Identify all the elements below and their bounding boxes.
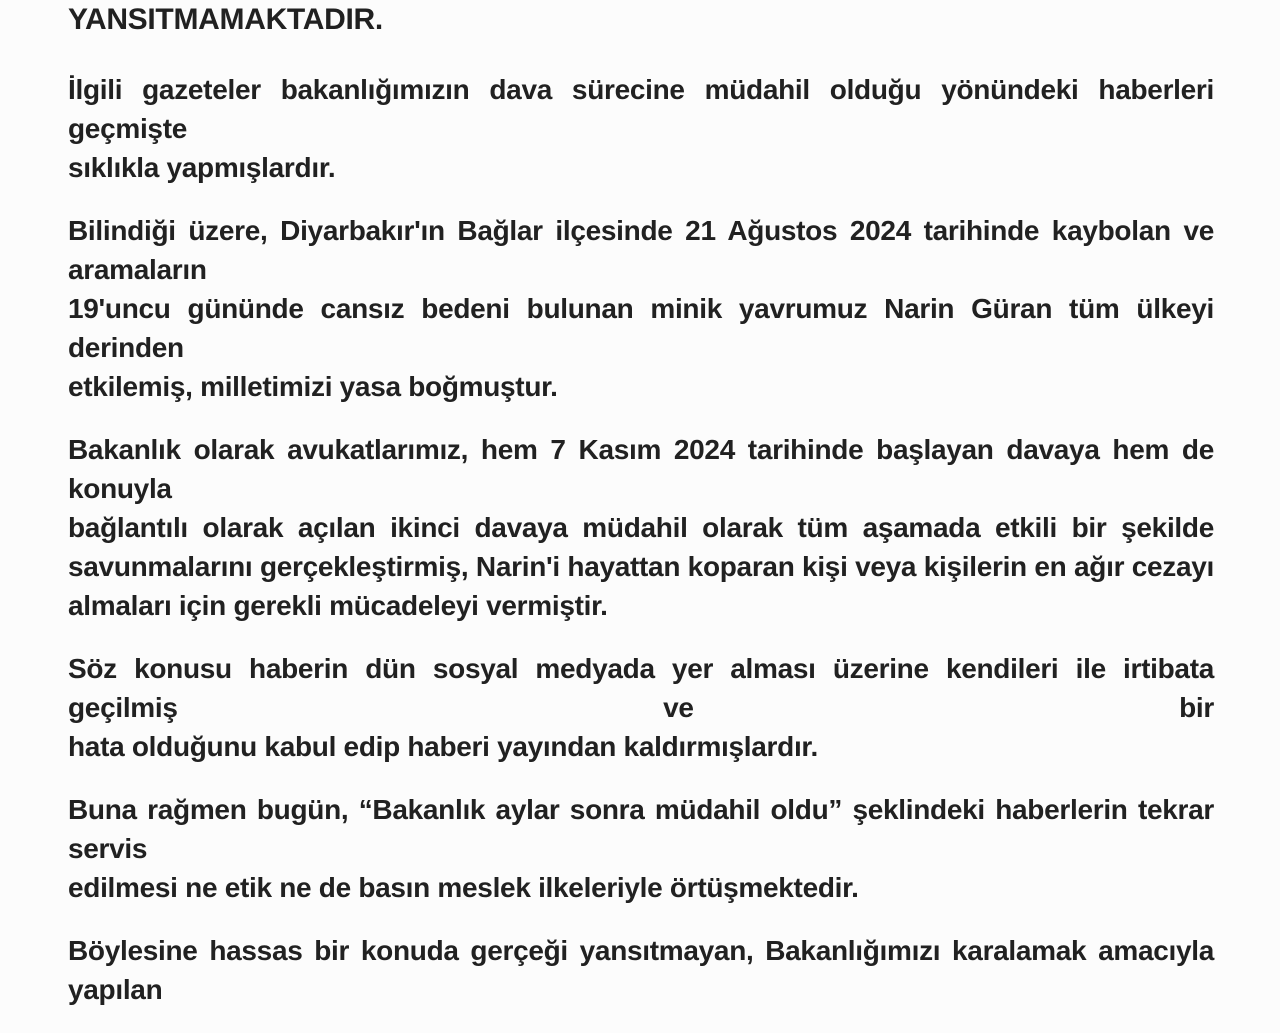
paragraph-line: Buna rağmen bugün, “Bakanlık aylar sonra müdahil oldu” şeklindeki haberlerin tekrar servis bbox=[68, 794, 1214, 864]
paragraph-5 bbox=[68, 790, 1214, 907]
paragraph-line: almaları için gerekli mücadeleyi vermiştir. bbox=[68, 590, 608, 621]
paragraph-line: Söz konusu haberin dün sosyal medyada yer alması üzerine kendileri ile irtibata geçilmiş ve bir bbox=[68, 653, 1214, 723]
paragraph-line: İlgili gazeteler bakanlığımızın dava sürecine müdahil olduğu yönündeki haberleri geçmişte bbox=[68, 74, 1214, 144]
paragraph-line: edilmesi ne etik ne de basın meslek ilkeleriyle örtüşmektedir. bbox=[68, 872, 859, 903]
paragraph-6-partial bbox=[68, 931, 1214, 1009]
paragraph-line: Bakanlık olarak avukatlarımız, hem 7 Kasım 2024 tarihinde başlayan davaya hem de konuyla bbox=[68, 434, 1214, 504]
paragraph-4 bbox=[68, 649, 1214, 766]
paragraph-line: etkilemiş, milletimizi yasa boğmuştur. bbox=[68, 371, 558, 402]
paragraph-2 bbox=[68, 211, 1214, 406]
paragraph-line: 19'uncu gününde cansız bedeni bulunan minik yavrumuz Narin Güran tüm ülkeyi derinden bbox=[68, 293, 1214, 363]
paragraph-line: Bilindiği üzere, Diyarbakır'ın Bağlar ilçesinde 21 Ağustos 2024 tarihinde kaybolan ve aramaların bbox=[68, 215, 1214, 285]
paragraph-line: sıklıkla yapmışlardır. bbox=[68, 152, 336, 183]
statement-headline: YANSITMAMAKTADIR. bbox=[68, 3, 383, 36]
statement-document bbox=[68, 0, 1214, 1033]
paragraph-line: bağlantılı olarak açılan ikinci davaya müdahil olarak tüm aşamada etkili bir şekilde bbox=[68, 512, 1214, 543]
paragraph-1 bbox=[68, 70, 1214, 187]
paragraph-line: savunmalarını gerçekleştirmiş, Narin'i hayattan koparan kişi veya kişilerin en ağır cezayı bbox=[68, 551, 1214, 582]
paragraph-line: Böylesine hassas bir konuda gerçeği yansıtmayan, Bakanlığımızı karalamak amacıyla yapılan bbox=[68, 935, 1214, 1005]
paragraph-3 bbox=[68, 430, 1214, 625]
paragraph-line: hata olduğunu kabul edip haberi yayından kaldırmışlardır. bbox=[68, 731, 818, 762]
